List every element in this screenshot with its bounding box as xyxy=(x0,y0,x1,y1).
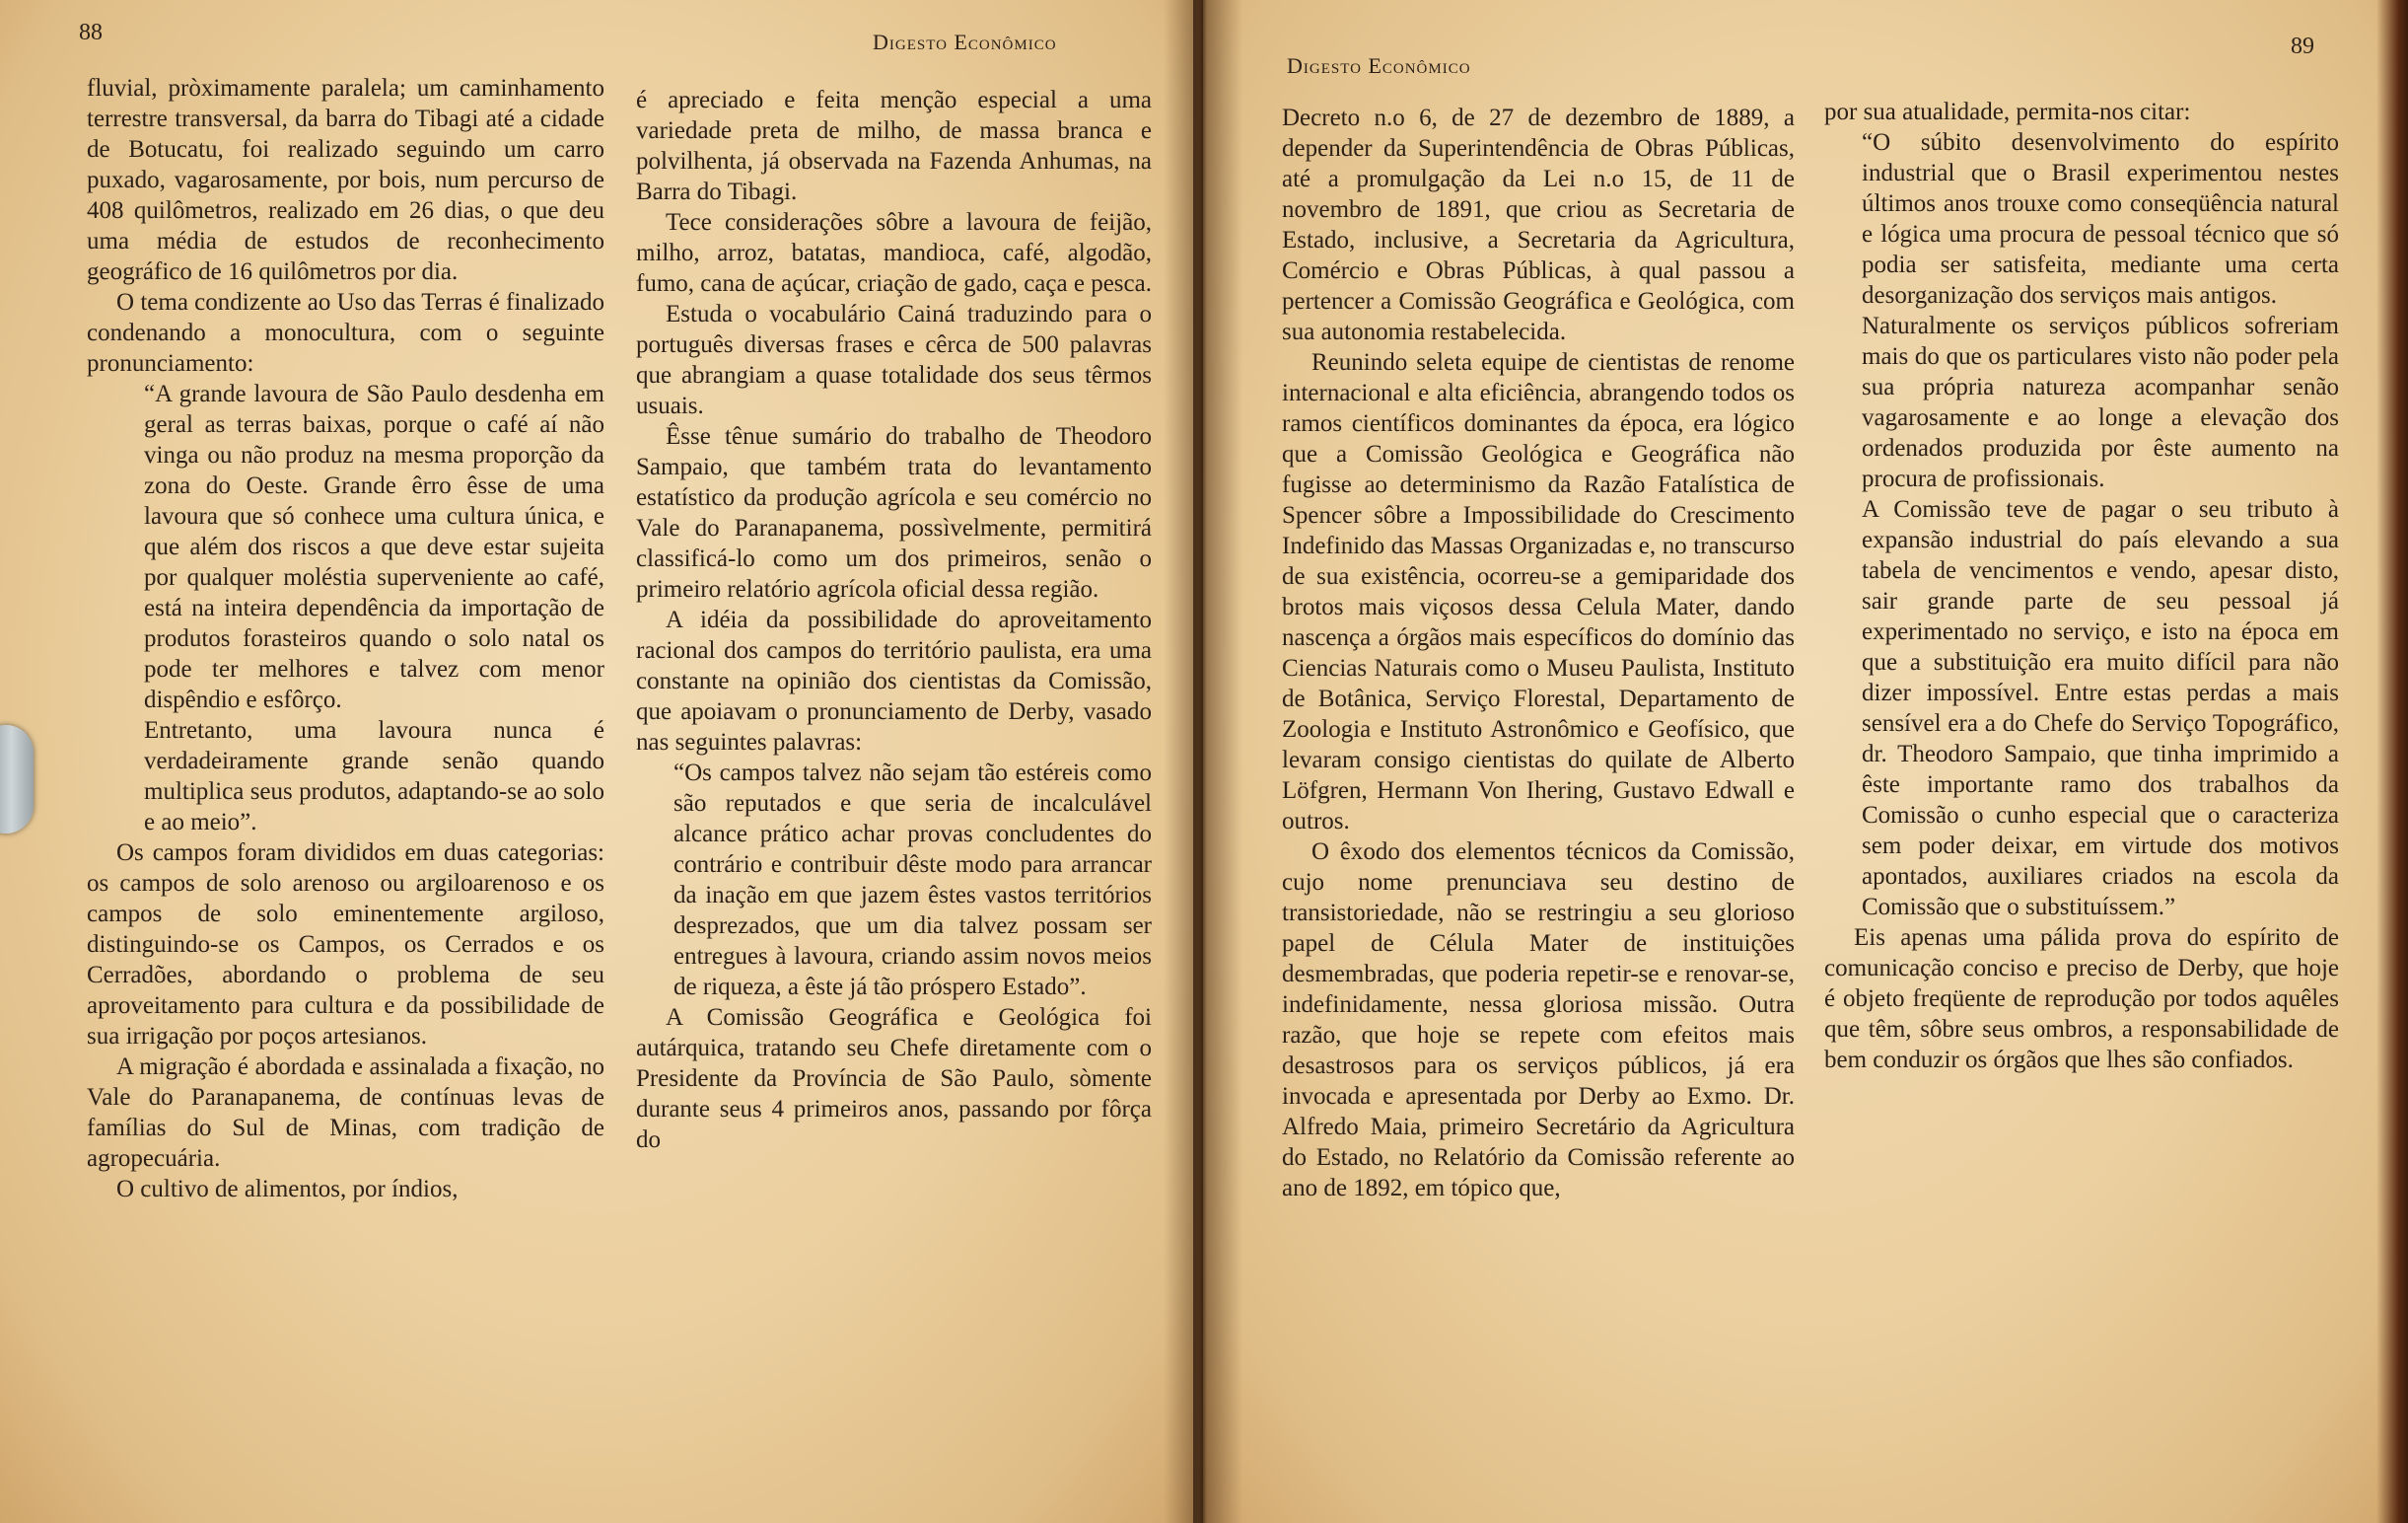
binder-ring-icon xyxy=(0,725,34,834)
page-number-right: 89 xyxy=(2291,34,2314,59)
running-head-right: Digesto Econômico xyxy=(1287,53,1471,78)
paragraph: A migração é abordada e assinalada a fixação, no Vale do Paranapanema, de contínuas levas de famílias do Sul de Minas, com tradição de agropecuária. xyxy=(87,1053,604,1172)
paragraph: “Os campos talvez não sejam tão estéreis como são reputados e que seria de incalculável alcance prático achar provas concludentes do contrário e contribuir dêste modo para arrancar da inação em que jazem êstes vastos territórios desprezados, que um dia talvez possam ser entregues à lavoura, criando assim novos meios de riqueza, a êste já tão próspero Estado”. xyxy=(673,760,1152,1000)
left-column-2 xyxy=(636,85,1152,1155)
paragraph: Reunindo seleta equipe de cientistas de renome internacional e alta eficiência, abrangendo todos os ramos científicos dominantes da época, era lógico que a Comissão Geológica e Geográfica não fugisse ao determinismo da Razão Fatalística de Spencer sôbre a Impossibilidade do Crescimento Indefinido das Massas Organizadas e, no transcurso de sua existência, ocorreu-se a gemiparidade dos brotos mais viçosos dessa Celula Mater, dando nascença a órgãos mais específicos do domínio das Ciencias Naturais como o Museu Paulista, Instituto de Botânica, Serviço Florestal, Departamento de Zoologia e Instituto Astronômico e Geofísico, que levaram consigo cientistas do quilate de Alberto Löfgren, Hermann Von Ihering, Gustavo Edwall e outros. xyxy=(1282,349,1795,834)
paragraph: A Comissão teve de pagar o seu tributo à expansão industrial do país elevando a sua tabela de vencimentos e vendo, apesar disto, sair grande parte de seu pessoal já experimentado no serviço, e isto na época em que a substituição era muito difícil para não dizer impossível. Entre estas perdas a mais sensível era a do Chefe do Serviço Topográfico, dr. Theodoro Sampaio, que tinha imprimido a êste importante ramo dos trabalhos da Comissão o cunho especial que o caracteriza sem poder deixar, em virtude dos motivos apontados, auxiliares criados na escola da Comissão que o substituíssem.” xyxy=(1862,496,2339,920)
right-column-1 xyxy=(1282,103,1795,1203)
left-column-1 xyxy=(87,73,604,1204)
paragraph: Decreto n.o 6, de 27 de dezembro de 1889, a depender da Superintendência de Obras Públicas, até a promulgação da Lei n.o 15, de 11 de novembro de 1891, que criou as Secretaria de Estado, inclusive, a Secretaria da Agricultura, Comércio e Obras Públicas, à qual passou a pertencer a Comissão Geográfica e Geológica, com sua autonomia restabelecida. xyxy=(1282,105,1795,345)
paragraph: A idéia da possibilidade do aproveitamento racional dos campos do território paulista, era uma constante na opinião dos cientistas da Comissão, que apoiavam o pronunciamento de Derby, vasado nas seguintes palavras: xyxy=(636,607,1152,756)
paragraph: A Comissão Geográfica e Geológica foi autárquica, tratando seu Chefe diretamente com o Presidente da Província de São Paulo, sòmente durante seus 4 primeiros anos, passando por fôrça do xyxy=(636,1004,1152,1153)
running-head-left: Digesto Econômico xyxy=(873,30,1057,54)
page-edge xyxy=(2376,0,2408,1523)
paragraph: Os campos foram divididos em duas categorias: os campos de solo arenoso ou argiloarenoso e os campos de solo eminentemente argiloso, distinguindo-se os Campos, os Cerrados e os Cerradões, abordando o problema de seu aproveitamento para cultura e da possibilidade de sua irrigação por poços artesianos. xyxy=(87,839,604,1050)
paragraph: por sua atualidade, permita-nos citar: xyxy=(1824,99,2191,125)
paragraph: Êsse tênue sumário do trabalho de Theodoro Sampaio, que também trata do levantamento estatístico da produção agrícola e seu comércio no Vale do Paranapanema, possìvelmente, permitirá classificá-lo como um dos primeiros, senão o primeiro relatório agrícola oficial dessa região. xyxy=(636,423,1152,603)
paragraph: O tema condizente ao Uso das Terras é finalizado condenando a monocultura, com o seguinte pronunciamento: xyxy=(87,289,604,377)
paragraph: fluvial, pròximamente paralela; um caminhamento terrestre transversal, da barra do Tibagi até a cidade de Botucatu, foi realizado seguindo um carro puxado, vagarosamente, por bois, num percurso de 408 quilômetros, realizado em 26 dias, o que deu uma média de estudos de reconhecimento geográfico de 16 quilômetros por dia. xyxy=(87,75,604,285)
right-column-2 xyxy=(1824,97,2339,1075)
paragraph: Estuda o vocabulário Cainá traduzindo para o português diversas frases e cêrca de 500 palavras que abrangiam a quase totalidade dos seus têrmos usuais. xyxy=(636,301,1152,419)
book-gutter xyxy=(1164,0,1242,1523)
paragraph: é apreciado e feita menção especial a uma variedade preta de milho, de massa branca e polvilhenta, já observada na Fazenda Anhumas, na Barra do Tibagi. xyxy=(636,87,1152,205)
paragraph: O êxodo dos elementos técnicos da Comissão, cujo nome prenunciava seu destino de transistoriedade, não se restringiu a seu glorioso papel de Célula Mater de instituições desmembradas, que poderia repetir-se e renovar-se, indefinidamente, nessa gloriosa missão. Outra razão, que hoje se repete com efeitos mais desastrosos para os serviços públicos, já era invocada e apresentada por Derby ao Exmo. Dr. Alfredo Maia, primeiro Secretário da Agricultura do Estado, no Relatório da Comissão referente ao ano de 1892, em tópico que, xyxy=(1282,838,1795,1201)
paragraph: Entretanto, uma lavoura nunca é verdadeiramente grande senão quando multiplica seus produtos, adaptando-se ao solo e ao meio”. xyxy=(144,717,604,835)
paragraph: “A grande lavoura de São Paulo desdenha em geral as terras baixas, porque o café aí não vinga ou não produz na mesma proporção da zona do Oeste. Grande êrro êsse de uma lavoura que só conhece uma cultura única, e que além dos riscos a que deve estar sujeita por qualquer moléstia superveniente ao café, está na inteira dependência da importação de produtos forasteiros quando o solo natal os pode ter melhores e talvez com menor dispêndio e esfôrço. xyxy=(144,381,604,713)
page-number-left: 88 xyxy=(79,20,103,45)
paragraph: O cultivo de alimentos, por índios, xyxy=(116,1176,459,1202)
paragraph: Eis apenas uma pálida prova do espírito de comunicação conciso e preciso de Derby, que hoje é objeto freqüente de reprodução por todos aquêles que têm, sôbre seus ombros, a responsabilidade de bem conduzir os órgãos que lhes são confiados. xyxy=(1824,924,2339,1073)
right-page xyxy=(1203,0,2408,1523)
paragraph: “O súbito desenvolvimento do espírito industrial que o Brasil experimentou nestes últimos anos trouxe como conseqüência natural e lógica uma procura de pessoal técnico que só podia ser satisfeita, mediante uma certa desorganização dos serviços mais antigos. xyxy=(1862,129,2339,309)
left-page xyxy=(0,0,1193,1523)
paragraph: Naturalmente os serviços públicos sofreriam mais do que os particulares visto não poder pela sua própria natureza acompanhar senão vagarosamente e ao longe a elevação dos ordenados produzida por êste aumento na procura de profissionais. xyxy=(1862,313,2339,492)
paragraph: Tece considerações sôbre a lavoura de feijão, milho, arroz, batatas, mandioca, café, algodão, fumo, cana de açúcar, criação de gado, caça e pesca. xyxy=(636,209,1152,297)
